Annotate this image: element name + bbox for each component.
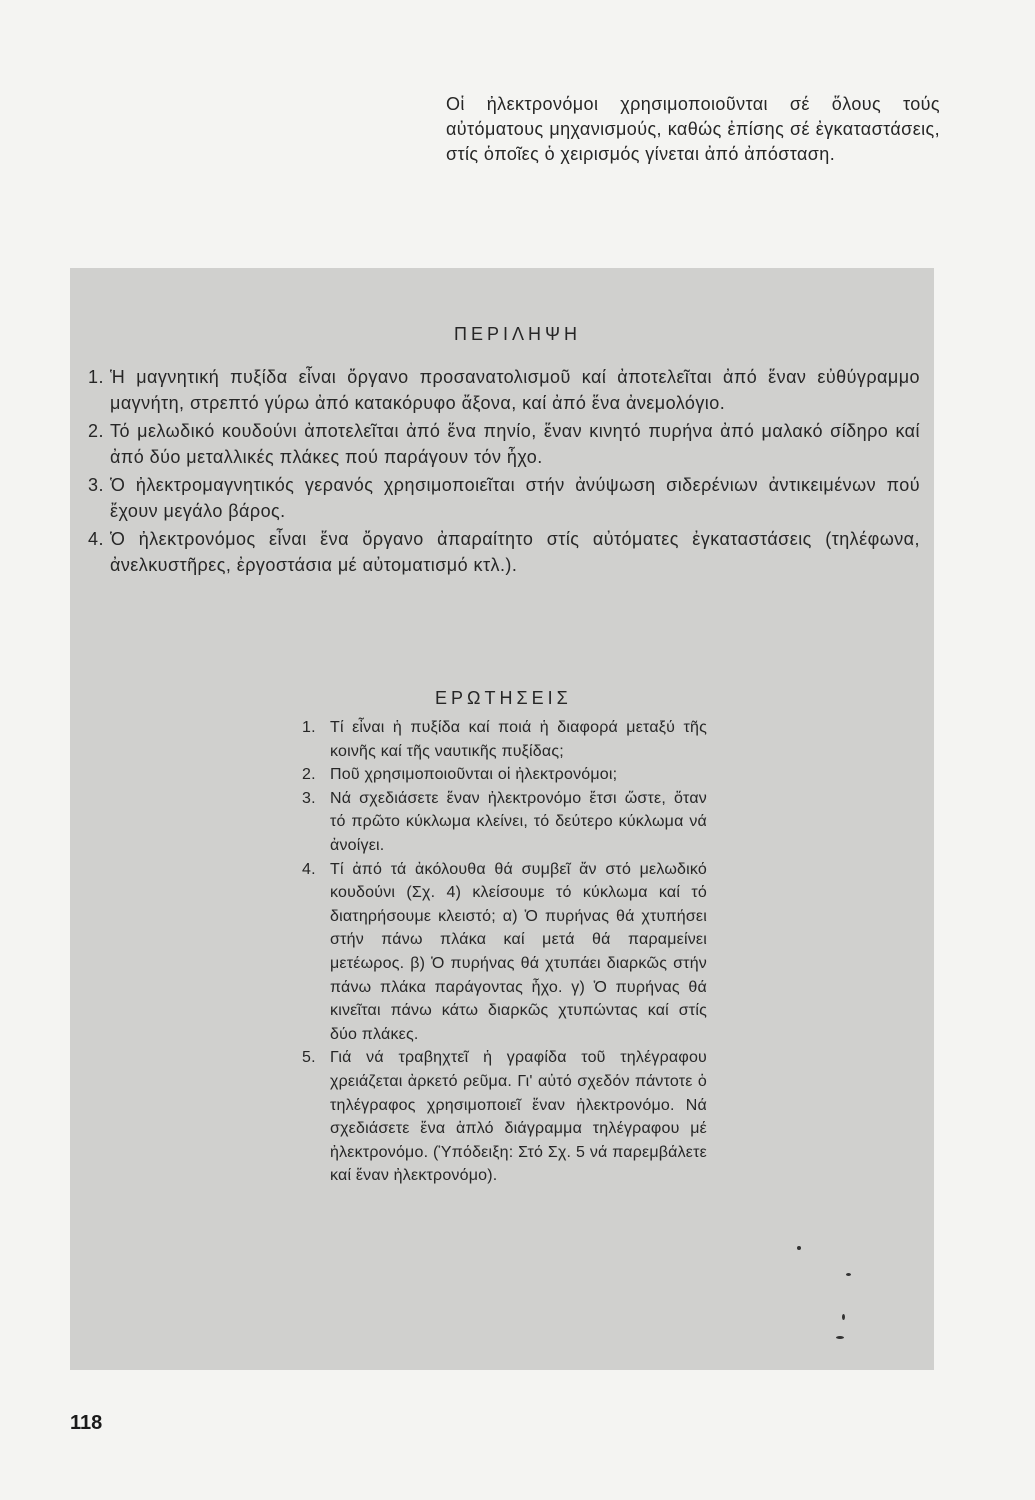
page-number: 118 xyxy=(70,1412,103,1434)
question-item xyxy=(302,763,707,787)
scan-speck xyxy=(842,1314,845,1320)
summary-item-number: 1. xyxy=(88,367,104,387)
question-number: 5. xyxy=(302,1049,316,1067)
summary-item xyxy=(88,364,920,416)
questions-title: ΕΡΩΤΗΣΕΙΣ xyxy=(435,688,572,708)
question-text: Τί ἀπό τά ἀκόλουθα θά συμβεῖ ἄν στό μελωδικό κουδούνι (Σχ. 4) κλείσουμε τό κύκλωμα καί τό διατηρήσουμε κλειστό; α) Ὁ πυρήνας θά χτυπήσει στήν πάνω πλάκα καί μετά θά παραμείνει μετέωρος. β) Ὁ πυρήνας θά χτυπάει διαρκῶς στήν πάνω πλάκα παράγοντας ἦχο. γ) Ὁ πυρήνας θά κινεῖται πάνω κάτω διαρκῶς χτυπώντας καί στίς δύο πλάκες. xyxy=(330,860,707,1043)
summary-item-number: 4. xyxy=(88,529,104,549)
summary-item-text: Ἡ μαγνητική πυξίδα εἶναι ὄργανο προσανατολισμοῦ καί ἀποτελεῖται ἀπό ἕναν εὐθύγραμμο μαγνήτη, στρεπτό γύρω ἀπό κατακόρυφο ἄξονα, καί ἀπό ἕνα ἀνεμολόγιο. xyxy=(110,367,920,413)
question-number: 2. xyxy=(302,766,316,784)
question-item xyxy=(302,716,707,763)
summary-title: ΠΕΡΙΛΗΨΗ xyxy=(453,324,582,344)
question-text: Γιά νά τραβηχτεῖ ἡ γραφίδα τοῦ τηλέγραφου χρειάζεται ἀρκετό ρεῦμα. Γι' αὐτό σχεδόν πάντοτε ὁ τηλέγραφος χρησιμοποιεῖ ἕναν ἠλεκτρονόμο. Νά σχεδιάσετε ἕνα ἁπλό διάγραμμα τηλέγραφου μέ ἠλεκτρονόμο. (Ὑπόδειξη: Στό Σχ. 5 νά παρεμβάλετε καί ἕναν ἠλεκτρονόμο). xyxy=(330,1049,707,1185)
scan-speck xyxy=(846,1273,851,1276)
question-text: Τί εἶναι ἡ πυξίδα καί ποιά ἡ διαφορά μεταξύ τῆς κοινῆς καί τῆς ναυτικῆς πυξίδας; xyxy=(330,719,707,760)
question-text: Ποῦ χρησιμοποιοῦνται οἱ ἠλεκτρονόμοι; xyxy=(330,766,618,784)
question-item xyxy=(302,787,707,858)
scan-speck xyxy=(836,1336,844,1339)
question-number: 4. xyxy=(302,860,316,878)
question-number: 1. xyxy=(302,719,316,736)
summary-item xyxy=(88,526,920,578)
summary-item-text: Ὁ ἠλεκτρομαγνητικός γερανός χρησιμοποιεῖται στήν ἀνύψωση σιδερένιων ἀντικειμένων πού ἔχουν μεγάλο βάρος. xyxy=(110,475,920,521)
question-item xyxy=(302,1046,707,1188)
summary-item xyxy=(88,472,920,524)
summary-item-text: Ὁ ἠλεκτρονόμος εἶναι ἕνα ὄργανο ἀπαραίτητο στίς αὐτόματες ἐγκαταστάσεις (τηλέφωνα, ἀνελκυστῆρες, ἐργοστάσια μέ αὐτοματισμό κτλ.). xyxy=(110,529,920,575)
questions-list xyxy=(302,716,707,1188)
summary-list xyxy=(88,364,920,580)
summary-item xyxy=(88,418,920,470)
summary-item-text: Τό μελωδικό κουδούνι ἀποτελεῖται ἀπό ἕνα πηνίο, ἕναν κινητό πυρήνα ἀπό μαλακό σίδηρο καί ἀπό δύο μεταλλικές πλάκες πού παράγουν τόν ἦχο. xyxy=(110,421,920,467)
intro-paragraph xyxy=(446,92,940,167)
question-text: Νά σχεδιάσετε ἕναν ἠλεκτρονόμο ἔτσι ὥστε, ὅταν τό πρῶτο κύκλωμα κλείνει, τό δεύτερο κύκλωμα νά ἀνοίγει. xyxy=(330,789,707,854)
question-item xyxy=(302,858,707,1047)
summary-item-number: 3. xyxy=(88,475,104,495)
scan-speck xyxy=(797,1246,801,1250)
summary-item-number: 2. xyxy=(88,421,104,441)
question-number: 3. xyxy=(302,789,316,807)
intro-text: Οἱ ἠλεκτρονόμοι χρησιμοποιοῦνται σέ ὅλους τούς αὐτόματους μηχανισμούς, καθώς ἐπίσης σέ ἐγκαταστάσεις, στίς ὁποῖες ὁ χειρισμός γίνεται ἀπό ἀπόσταση. xyxy=(446,94,940,164)
